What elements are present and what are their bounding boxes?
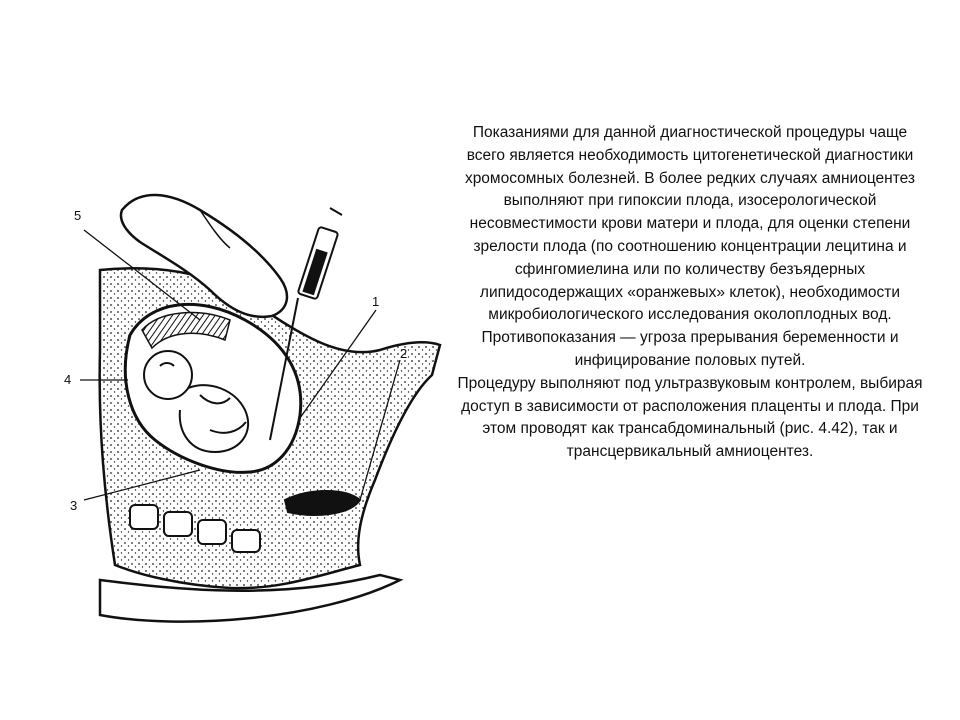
figure-label-3: 3	[70, 498, 78, 513]
paragraph-procedure: Процедуру выполняют под ультразвуковым контролем, выбирая доступ в зависимости от расположения плаценты и плода. При этом проводят как трансабдоминальный (рис. 4.42), так и трансцервикальный амниоцентез.	[457, 374, 923, 461]
paragraph-contraindications: Противопоказания — угроза прерывания беременности и инфицирование половых путей.	[481, 329, 899, 369]
figure-label-2: 2	[400, 346, 408, 361]
paragraph-indications: Показаниями для данной диагностической процедуры чаще всего является необходимость цитогенетической диагностики хромосомных болезней. В более редких случаях амниоцентез выполняют при гипоксии плода, изосерологической несовместимости крови матери и плода, для оценки степени зрелости плода (по соотношению концентрации лецитина и сфингомиелина или по количеству безъядерных липидосодержащих «оранжевых» клеток), необходимости микробиологического исследования околоплодных вод.	[464, 124, 916, 324]
body-text	[452, 122, 928, 464]
figure-label-4: 4	[64, 372, 72, 387]
figure-label-1: 1	[372, 294, 380, 309]
amniocentesis-illustration	[60, 170, 480, 640]
figure-label-5: 5	[74, 208, 82, 223]
